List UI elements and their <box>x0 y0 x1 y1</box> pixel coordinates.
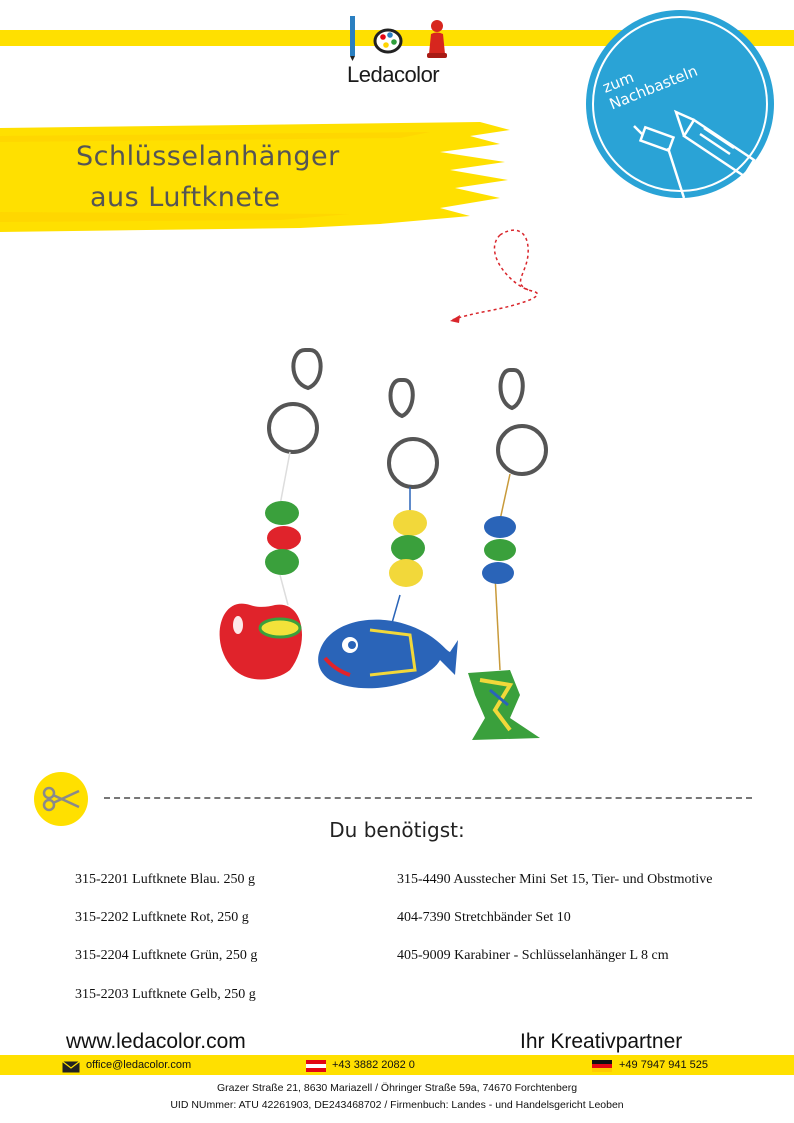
list-item: 315-2202 Luftknete Rot, 250 g <box>75 910 249 925</box>
list-item: 315-2203 Luftknete Gelb, 250 g <box>75 987 256 1002</box>
page-title-line2: aus Luftknete <box>90 182 281 213</box>
badge-text: zum Nachbasteln <box>600 61 701 114</box>
legal-info: UID NUmmer: ATU 42261903, DE243468702 / Firmenbuch: Landes - und Handelsgericht Leoben <box>170 1099 624 1111</box>
keychains-photo <box>210 340 560 760</box>
phone-at[interactable]: +43 3882 2082 0 <box>332 1059 415 1071</box>
title-brush-stroke <box>0 122 520 234</box>
needs-heading: Du benötigst: <box>329 818 465 842</box>
website-link[interactable]: www.ledacolor.com <box>66 1030 246 1053</box>
austria-flag-icon <box>306 1060 326 1072</box>
list-item: 404-7390 Stretchbänder Set 10 <box>397 910 571 925</box>
phone-de[interactable]: +49 7947 941 525 <box>619 1059 709 1071</box>
cut-line <box>104 797 752 799</box>
logo-text: Ledacolor <box>347 62 440 87</box>
list-item: 315-2201 Luftknete Blau. 250 g <box>75 872 256 887</box>
logo-icon <box>344 14 450 62</box>
envelope-icon <box>62 1061 80 1073</box>
page-title-line1: Schlüsselanhänger <box>76 141 340 172</box>
germany-flag-icon <box>592 1060 612 1072</box>
list-item: 315-2204 Luftknete Grün, 250 g <box>75 948 258 963</box>
dashed-arrow <box>440 225 550 330</box>
list-item: 315-4490 Ausstecher Mini Set 15, Tier- und Obstmotive <box>397 872 713 887</box>
email-link[interactable]: office@ledacolor.com <box>86 1059 192 1071</box>
list-item: 405-9009 Karabiner - Schlüsselanhänger L 8 cm <box>397 948 669 963</box>
address: Grazer Straße 21, 8630 Mariazell / Öhringer Straße 59a, 74670 Forchtenberg <box>216 1082 578 1094</box>
tagline: Ihr Kreativpartner <box>520 1030 683 1053</box>
